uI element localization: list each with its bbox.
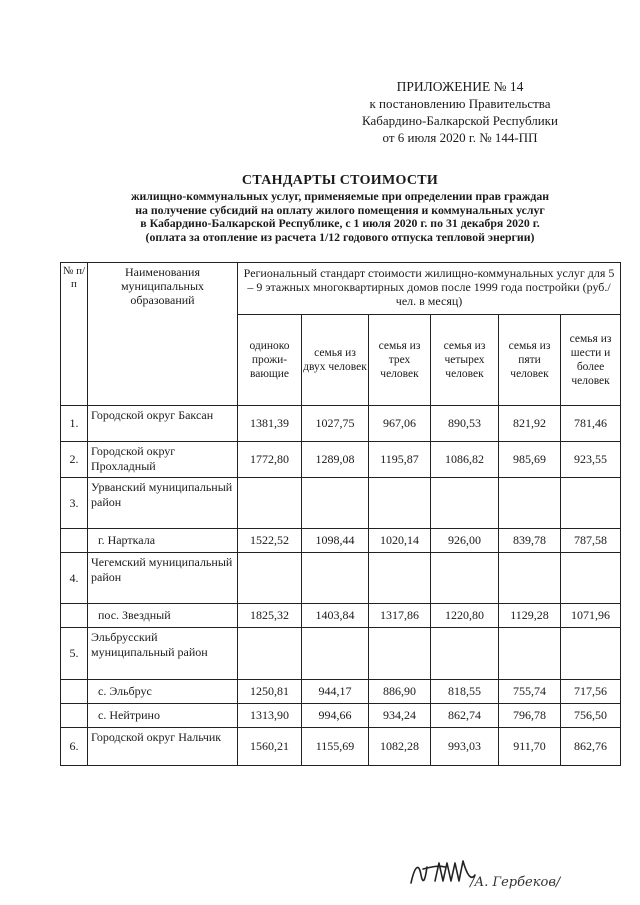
table-row [61,529,621,553]
table-row [61,442,621,478]
value-cell: 1086,82 [431,442,499,478]
table-row [61,553,621,604]
value-cell [561,553,621,604]
row-name: Эльбрусский муниципальный район [88,628,238,680]
value-cell: 862,76 [561,728,621,766]
subheader-cell: одиноко прожи-вающие [238,315,302,406]
value-cell: 1155,69 [302,728,369,766]
title-line: (оплата за отопление из расчета 1/12 годового отпуска тепловой энергии) [145,229,535,244]
row-number: 2. [61,442,88,478]
table-row [61,704,621,728]
row-number [61,604,88,628]
subheader-cell: семья из трех человек [369,315,431,406]
subheader-cell: семья из пяти человек [499,315,561,406]
value-cell: 1250,81 [238,680,302,704]
value-cell: 993,03 [431,728,499,766]
title-line: на получение субсидий на оплату жилого помещения и коммунальных услуг [135,202,545,217]
value-cell: 1098,44 [302,529,369,553]
row-name: с. Нейтрино [88,704,238,728]
value-cell [302,478,369,529]
subheader-cell: семья из шести и более человек [561,315,621,406]
value-cell: 1195,87 [369,442,431,478]
value-cell: 1403,84 [302,604,369,628]
value-cell: 1381,39 [238,406,302,442]
appendix-government: Кабардино-Балкарской Республики [362,113,558,128]
value-cell: 934,24 [369,704,431,728]
header-group: Региональный стандарт стоимости жилищно-коммунальных услуг для 5 – 9 этажных многоквартирных домов после 1999 года постройки (руб./чел. в месяц) [238,263,621,315]
row-name: Городской округ Баксан [88,406,238,442]
row-name: Чегемский муниципальный район [88,553,238,604]
row-number: 1. [61,406,88,442]
value-cell: 1082,28 [369,728,431,766]
value-cell [238,553,302,604]
header-number: № п/п [61,263,88,406]
table-header-row [61,263,621,315]
row-number [61,704,88,728]
value-cell: 1560,21 [238,728,302,766]
value-cell: 755,74 [499,680,561,704]
value-cell [238,628,302,680]
value-cell [238,478,302,529]
value-cell: 839,78 [499,529,561,553]
value-cell: 1317,86 [369,604,431,628]
handwritten-signature [405,845,605,900]
appendix-number: ПРИЛОЖЕНИЕ № 14 [396,79,524,94]
value-cell [369,628,431,680]
value-cell [561,628,621,680]
value-cell: 1289,08 [302,442,369,478]
standards-table [60,262,621,766]
table-row [61,728,621,766]
row-number: 4. [61,553,88,604]
row-name: г. Нарткала [88,529,238,553]
value-cell: 926,00 [431,529,499,553]
value-cell: 911,70 [499,728,561,766]
appendix-header [330,78,590,146]
value-cell: 1071,96 [561,604,621,628]
row-number: 5. [61,628,88,680]
value-cell [431,478,499,529]
value-cell: 944,17 [302,680,369,704]
row-number: 6. [61,728,88,766]
title-description [60,190,620,244]
title-main: СТАНДАРТЫ СТОИМОСТИ [241,173,439,188]
value-cell [431,628,499,680]
value-cell: 796,78 [499,704,561,728]
value-cell: 821,92 [499,406,561,442]
value-cell: 985,69 [499,442,561,478]
appendix-date: от 6 июля 2020 г. № 144-ПП [382,130,538,145]
row-number [61,680,88,704]
value-cell: 1313,90 [238,704,302,728]
value-cell: 818,55 [431,680,499,704]
value-cell: 967,06 [369,406,431,442]
value-cell: 923,55 [561,442,621,478]
value-cell: 1129,28 [499,604,561,628]
title-line: в Кабардино-Балкарской Республике, с 1 июля 2020 г. по 31 декабря 2020 г. [140,216,540,230]
value-cell [369,478,431,529]
row-name: пос. Звездный [88,604,238,628]
row-name: Городской округ Нальчик [88,728,238,766]
table-row [61,478,621,529]
row-number: 3. [61,478,88,529]
row-number [61,529,88,553]
value-cell: 1825,32 [238,604,302,628]
subheader-cell: семья из двух человек [302,315,369,406]
value-cell [369,553,431,604]
value-cell: 1772,80 [238,442,302,478]
value-cell [499,478,561,529]
subheader-cell: семья из четырех человек [431,315,499,406]
value-cell: 717,56 [561,680,621,704]
value-cell: 862,74 [431,704,499,728]
table-row [61,628,621,680]
value-cell [499,553,561,604]
value-cell: 1027,75 [302,406,369,442]
value-cell: 787,58 [561,529,621,553]
value-cell: 1020,14 [369,529,431,553]
table-row [61,406,621,442]
value-cell: 1522,52 [238,529,302,553]
value-cell: 756,50 [561,704,621,728]
row-name: Городской округ Прохладный [88,442,238,478]
value-cell: 994,66 [302,704,369,728]
document-title [60,172,620,244]
title-line: жилищно-коммунальных услуг, применяемые при определении прав граждан [130,189,550,203]
table-row [61,680,621,704]
value-cell: 886,90 [369,680,431,704]
value-cell [431,553,499,604]
value-cell: 781,46 [561,406,621,442]
value-cell: 1220,80 [431,604,499,628]
appendix-reference: к постановлению Правительства [369,96,551,111]
table-row [61,604,621,628]
value-cell [561,478,621,529]
value-cell [302,553,369,604]
value-cell [302,628,369,680]
row-name: Урванский муниципальный район [88,478,238,529]
row-name: с. Эльбрус [88,680,238,704]
signature-name: /А. Гербеков/ [470,875,561,890]
value-cell: 890,53 [431,406,499,442]
value-cell [499,628,561,680]
header-name: Наименования муниципальных образований [88,263,238,406]
